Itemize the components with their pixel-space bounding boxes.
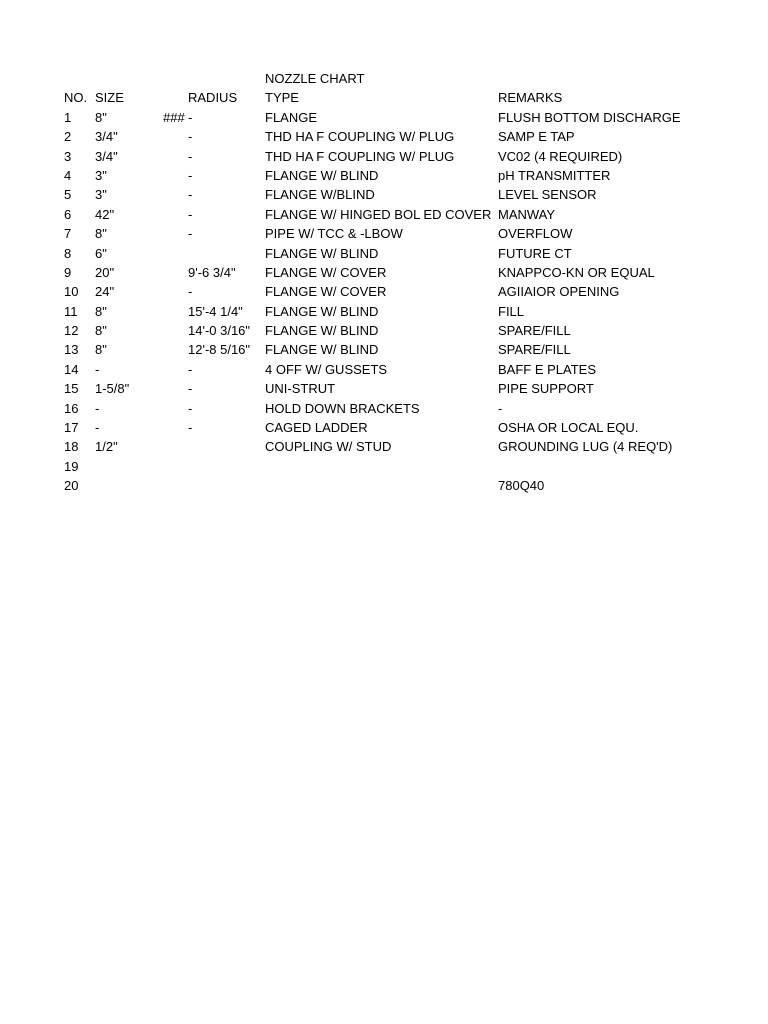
table-row xyxy=(0,185,768,204)
cell-size: - xyxy=(95,420,100,436)
chart-title: NOZZLE CHART xyxy=(265,71,365,86)
cell-no: 5 xyxy=(64,187,72,203)
cell-radius: 12'-8 5/16" xyxy=(188,342,251,358)
table-row xyxy=(0,360,768,379)
cell-type: FLANGE W/ COVER xyxy=(265,284,387,300)
cell-no: 12 xyxy=(64,323,79,339)
cell-radius: 9'-6 3/4" xyxy=(188,264,236,280)
cell-radius: - xyxy=(188,129,193,145)
table-row xyxy=(0,147,768,166)
cell-no: 16 xyxy=(64,400,79,416)
cell-no: 14 xyxy=(64,361,79,377)
table-row xyxy=(0,418,768,437)
header-type: TYPE xyxy=(265,90,299,106)
cell-remarks: BAFF E PLATES xyxy=(498,361,597,377)
header-size: SIZE xyxy=(95,90,124,106)
table-row xyxy=(0,263,768,282)
cell-remarks: OVERFLOW xyxy=(498,226,573,242)
cell-no: 9 xyxy=(64,264,72,280)
nozzle-chart-sheet xyxy=(0,69,768,496)
table-row xyxy=(0,166,768,185)
table-row xyxy=(0,457,768,476)
cell-remarks: - xyxy=(498,400,503,416)
cell-type: UNI-STRUT xyxy=(265,381,336,397)
title-row xyxy=(0,69,768,88)
cell-no: 13 xyxy=(64,342,79,358)
header-radius: RADIUS xyxy=(188,90,238,106)
cell-no: 15 xyxy=(64,381,79,397)
cell-type: 4 OFF W/ GUSSETS xyxy=(265,361,388,377)
cell-remarks: AGIIAIOR OPENING xyxy=(498,284,620,300)
cell-remarks: MANWAY xyxy=(498,206,556,222)
table-row xyxy=(0,244,768,263)
cell-remarks: pH TRANSMITTER xyxy=(498,167,611,183)
cell-type: FLANGE W/ BLIND xyxy=(265,245,379,261)
cell-radius: - xyxy=(188,187,193,203)
cell-no: 3 xyxy=(64,148,72,164)
table-row xyxy=(0,108,768,127)
cell-size: 1/2" xyxy=(95,439,118,455)
cell-radius: - xyxy=(188,226,193,242)
cell-radius: - xyxy=(188,400,193,416)
header-row xyxy=(0,88,768,107)
cell-type: FLANGE W/ COVER xyxy=(265,264,387,280)
table-row xyxy=(0,340,768,359)
table-row xyxy=(0,302,768,321)
cell-size: 8" xyxy=(95,226,107,242)
table-row xyxy=(0,379,768,398)
cell-no: 7 xyxy=(64,226,72,242)
cell-remarks: FUTURE CT xyxy=(498,245,572,261)
cell-remarks: VC02 (4 REQUIRED) xyxy=(498,148,623,164)
cell-type: CAGED LADDER xyxy=(265,420,368,436)
cell-radius: 15'-4 1/4" xyxy=(188,303,243,319)
cell-size: 8" xyxy=(95,109,107,125)
table-row xyxy=(0,476,768,495)
cell-no: 6 xyxy=(64,206,72,222)
cell-size: 3" xyxy=(95,187,107,203)
cell-no: 2 xyxy=(64,129,72,145)
cell-remarks: KNAPPCO-KN OR EQUAL xyxy=(498,264,655,280)
cell-no: 8 xyxy=(64,245,72,261)
cell-radius: - xyxy=(188,167,193,183)
cell-size: - xyxy=(95,361,100,377)
cell-radius: - xyxy=(188,148,193,164)
cell-overflow-marker: ### xyxy=(163,109,185,125)
cell-remarks: LEVEL SENSOR xyxy=(498,187,597,203)
cell-size: 8" xyxy=(95,323,107,339)
cell-size: - xyxy=(95,400,100,416)
cell-remarks: OSHA OR LOCAL EQU. xyxy=(498,420,639,436)
cell-radius: - xyxy=(188,381,193,397)
cell-radius: - xyxy=(188,284,193,300)
table-body xyxy=(0,108,768,496)
cell-size: 8" xyxy=(95,342,107,358)
cell-type: FLANGE W/ BLIND xyxy=(265,342,379,358)
cell-type: FLANGE W/ BLIND xyxy=(265,167,379,183)
cell-no: 4 xyxy=(64,167,72,183)
cell-type: FLANGE W/ HINGED BOL ED COVER xyxy=(265,206,492,222)
cell-type: FLANGE W/BLIND xyxy=(265,187,375,203)
cell-size: 3" xyxy=(95,167,107,183)
cell-radius: - xyxy=(188,361,193,377)
cell-type: COUPLING W/ STUD xyxy=(265,439,392,455)
cell-remarks: SPARE/FILL xyxy=(498,323,571,339)
cell-size: 3/4" xyxy=(95,129,118,145)
cell-radius: - xyxy=(188,420,193,436)
cell-size: 6" xyxy=(95,245,107,261)
cell-size: 8" xyxy=(95,303,107,319)
cell-no: 19 xyxy=(64,458,79,474)
cell-remarks: SPARE/FILL xyxy=(498,342,571,358)
cell-size: 3/4" xyxy=(95,148,118,164)
table-row xyxy=(0,282,768,301)
cell-remarks: PIPE SUPPORT xyxy=(498,381,594,397)
cell-remarks: 780Q40 xyxy=(498,478,545,494)
table-row xyxy=(0,437,768,456)
table-row xyxy=(0,224,768,243)
cell-remarks: FLUSH BOTTOM DISCHARGE xyxy=(498,109,681,125)
cell-no: 17 xyxy=(64,420,79,436)
cell-type: HOLD DOWN BRACKETS xyxy=(265,400,420,416)
cell-size: 20" xyxy=(95,264,115,280)
cell-radius: - xyxy=(188,109,193,125)
table-row xyxy=(0,321,768,340)
cell-remarks: GROUNDING LUG (4 REQ'D) xyxy=(498,439,673,455)
cell-type: THD HA F COUPLING W/ PLUG xyxy=(265,148,455,164)
cell-no: 1 xyxy=(64,109,72,125)
cell-no: 18 xyxy=(64,439,79,455)
header-remarks: REMARKS xyxy=(498,90,563,106)
table-row xyxy=(0,205,768,224)
cell-radius: - xyxy=(188,206,193,222)
cell-type: FLANGE W/ BLIND xyxy=(265,323,379,339)
cell-remarks: FILL xyxy=(498,303,525,319)
cell-size: 42" xyxy=(95,206,115,222)
cell-size: 1-5/8" xyxy=(95,381,130,397)
cell-type: FLANGE xyxy=(265,109,318,125)
cell-type: THD HA F COUPLING W/ PLUG xyxy=(265,129,455,145)
table-row xyxy=(0,127,768,146)
cell-remarks: SAMP E TAP xyxy=(498,129,575,145)
cell-radius: 14'-0 3/16" xyxy=(188,323,251,339)
cell-type: PIPE W/ TCC & -LBOW xyxy=(265,226,403,242)
header-no: NO. xyxy=(64,90,88,106)
cell-no: 20 xyxy=(64,478,79,494)
cell-type: FLANGE W/ BLIND xyxy=(265,303,379,319)
cell-no: 10 xyxy=(64,284,79,300)
table-row xyxy=(0,399,768,418)
cell-no: 11 xyxy=(64,303,78,319)
cell-size: 24" xyxy=(95,284,115,300)
